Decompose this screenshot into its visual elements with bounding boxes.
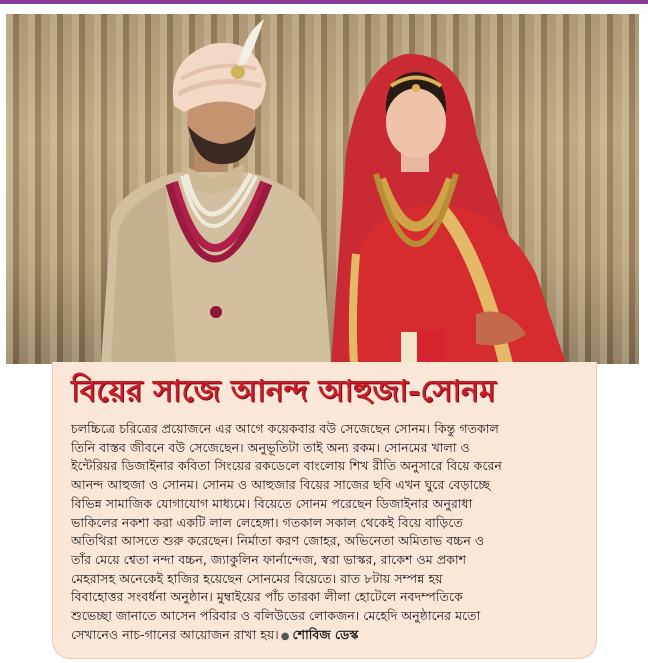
article-headline: বিয়ের সাজে আনন্দ আহুজা-সোনম <box>71 374 496 409</box>
body-last-line <box>71 626 583 647</box>
article-card <box>52 362 597 659</box>
wedding-photo <box>6 14 639 364</box>
body-last-text: সেখানেও নাচ-গানের আয়োজন রাখা হয়। <box>71 626 279 642</box>
groom-figure <box>101 19 331 364</box>
body-line: বিভিন্ন সামাজিক যোগাযোগ মাধ্যমে। বিয়েতে সোনম পরেছেন ডিজাইনার অনুরাধা <box>71 495 473 511</box>
body-line: ভাকিলের নকশা করা একটি লাল লেহেঙ্গা। গতকাল সকাল থেকেই বিয়ে বাড়িতে <box>71 514 463 530</box>
body-line: তাঁর মেয়ে শ্বেতা নন্দা বচ্চন, জ্যাকুলিন ফার্নান্দেজ, স্বরা ভাস্কর, রাকেশ ওম প্রকাশ <box>71 551 467 567</box>
body-line: তিনি বাস্তব জীবনে বউ সেজেছেন। অনুভূতিটা তাই অন্য রকম। সোনমের খালা ও <box>71 439 470 455</box>
article-byline: শোবিজ ডেস্ক <box>292 626 359 642</box>
body-line: মেহরাসহ অনেকেই হাজির হয়েছেন সোনমের বিয়েতে। রাত ৮টায় সম্পন্ন হয় <box>71 570 443 586</box>
body-line: ইন্টেরিয়র ডিজাইনার কবিতা সিংয়ের রকডেলে বাংলোয় শিখ রীতি অনুসারে বিয়ে করেন <box>71 458 502 474</box>
body-line: শুভেচ্ছা জানাতে আসেন পরিবার ও বলিউডের লোকজন। মেহেদি অনুষ্ঠানের মতো <box>71 608 481 624</box>
body-line: বিবাহোত্তর সংবর্ধনা অনুষ্ঠান। মুম্বাইয়ের পাঁচ তারকা লীলা হোটেলে নবদম্পতিকে <box>71 589 463 605</box>
bride-figure <box>331 54 566 364</box>
bullet-icon: ● <box>280 630 290 642</box>
article-body <box>71 420 583 646</box>
body-line: অতিথিরা আসতে শুরু করেছেন। নির্মাতা করণ জোহর, অভিনেতা অমিতাভ বচ্চন ও <box>71 533 485 549</box>
top-rule <box>0 0 648 4</box>
body-line: চলচ্চিত্রে চরিত্রের প্রয়োজনে এর আগে কয়েকবার বউ সেজেছেন সোনম। কিন্তু গতকাল <box>71 421 499 436</box>
body-line: আনন্দ আহুজা ও সোনম। সোনম ও আহুজার বিয়ের সাজের ছবি এখন ঘুরে বেড়াচ্ছে <box>71 477 491 493</box>
